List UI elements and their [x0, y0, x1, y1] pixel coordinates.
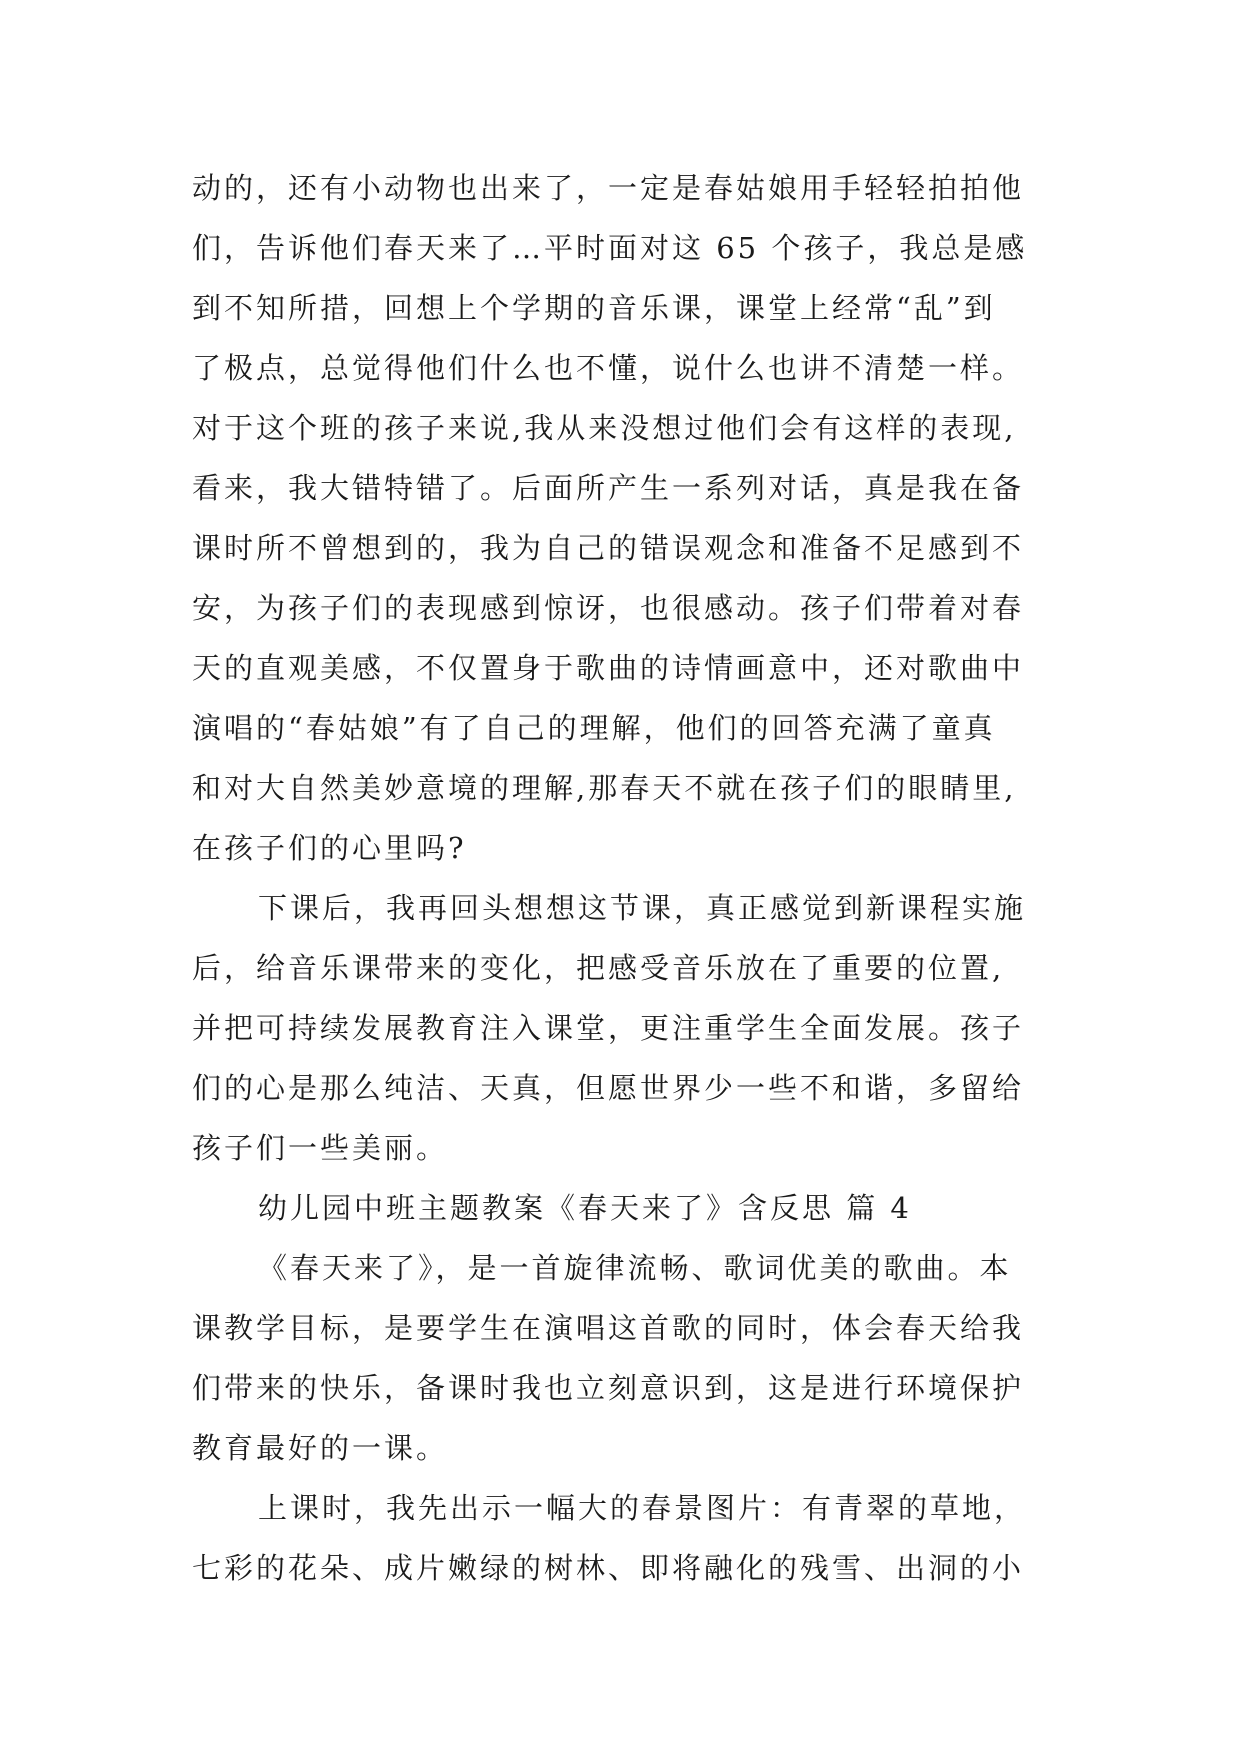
- paragraph-start-line: 《春天来了》，是一首旋律流畅、歌词优美的歌曲。本: [258, 1251, 1012, 1285]
- text-line: 动的，还有小动物也出来了，一定是春姑娘用手轻轻拍拍他: [192, 171, 1025, 205]
- body-text: [192, 158, 1072, 1598]
- text-line: 看来，我大错特错了。后面所产生一系列对话，真是我在备: [192, 471, 1025, 505]
- text-line: 课时所不曾想到的，我为自己的错误观念和准备不足感到不: [192, 531, 1025, 565]
- text-line: 教育最好的一课。: [192, 1431, 449, 1465]
- text-line: 对于这个班的孩子来说,我从来没想过他们会有这样的表现,: [192, 411, 1017, 445]
- text-line: 课教学目标，是要学生在演唱这首歌的同时，体会春天给我: [192, 1311, 1025, 1345]
- paragraph-start-line: 上课时，我先出示一幅大的春景图片：有青翠的草地，: [258, 1491, 1027, 1525]
- text-line: 七彩的花朵、成片嫩绿的树林、即将融化的残雪、出洞的小: [192, 1551, 1025, 1585]
- text-line: 后，给音乐课带来的变化，把感受音乐放在了重要的位置,: [192, 951, 1005, 985]
- paragraph-start-line: 下课后，我再回头想想这节课，真正感觉到新课程实施: [258, 891, 1027, 925]
- text-line: 安，为孩子们的表现感到惊讶，也很感动。孩子们带着对春: [192, 591, 1025, 625]
- text-line: 演唱的“春姑娘”有了自己的理解，他们的回答充满了童真: [192, 711, 996, 745]
- text-line: 并把可持续发展教育注入课堂，更注重学生全面发展。孩子: [192, 1011, 1025, 1045]
- text-line: 们的心是那么纯洁、天真，但愿世界少一些不和谐，多留给: [192, 1071, 1025, 1105]
- text-line: 孩子们一些美丽。: [192, 1131, 449, 1165]
- section-heading: 幼儿园中班主题教案《春天来了》含反思 篇 4: [258, 1191, 912, 1225]
- text-line: 在孩子们的心里吗?: [192, 831, 467, 865]
- text-line: 到不知所措，回想上个学期的音乐课，课堂上经常“乱”到: [192, 291, 996, 325]
- text-line: 天的直观美感，不仅置身于歌曲的诗情画意中，还对歌曲中: [192, 651, 1025, 685]
- text-line: 们带来的快乐，备课时我也立刻意识到，这是进行环境保护: [192, 1371, 1025, 1405]
- text-line: 们，告诉他们春天来了…平时面对这 65 个孩子，我总是感: [192, 231, 1028, 265]
- text-line: 和对大自然美妙意境的理解,那春天不就在孩子们的眼睛里,: [192, 771, 1017, 805]
- text-line: 了极点，总觉得他们什么也不懂，说什么也讲不清楚一样。: [192, 351, 1025, 385]
